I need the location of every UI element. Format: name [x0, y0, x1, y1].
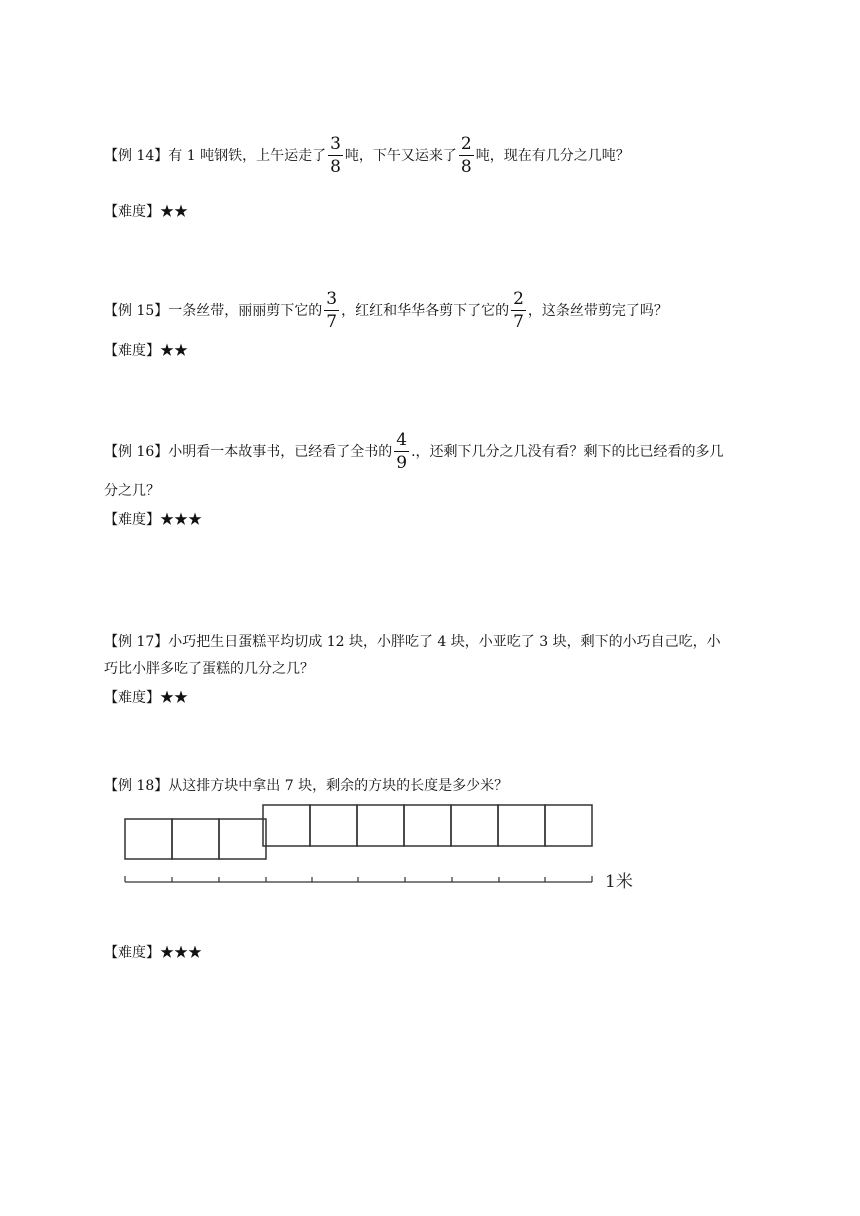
- example-18-part1: 从这排方块中拿出 7 块，剩余的方块的长度是多少米？: [168, 778, 509, 794]
- example-15-part2: ，红红和华华各剪下了它的: [341, 303, 510, 319]
- example-16-part1: 小明看一本故事书，已经看了全书的: [168, 444, 393, 460]
- example-17-part1: 小巧把生日蛋糕平均切成 12 块，小胖吃了 4 块，小亚吃了 3 块，剩下的小巧自己吃，小: [168, 634, 721, 650]
- example-17-label: 【例 17】: [104, 634, 169, 650]
- example-14-part2: 吨，下午又运来了: [344, 148, 457, 164]
- example-17-text: [104, 632, 721, 652]
- example-14-part3: 吨，现在有几分之几吨？: [475, 148, 630, 164]
- fraction-2-7: $\frac{2}{7}$: [513, 289, 524, 332]
- example-14-part1: 有 1 吨钢铁，上午运走了: [168, 148, 327, 164]
- block: [404, 805, 451, 846]
- ruler: [125, 876, 592, 882]
- block: [172, 819, 219, 859]
- example-15-part1: 一条丝带，丽丽剪下它的: [168, 303, 323, 319]
- example-16-difficulty: 【难度】★★★: [104, 512, 202, 528]
- example-18-text: [104, 776, 508, 796]
- example-18-label: 【例 18】: [104, 778, 169, 794]
- example-16-label: 【例 16】: [104, 444, 169, 460]
- example-15-label: 【例 15】: [104, 303, 169, 319]
- example-14-label: 【例 14】: [104, 148, 169, 164]
- blocks-ruler-diagram: [118, 800, 658, 896]
- fraction-2-8: $\frac{2}{8}$: [460, 134, 472, 177]
- fraction-3-7: $\frac{3}{7}$: [326, 289, 338, 332]
- example-15-text: [104, 291, 668, 331]
- ruler-label: 1米: [605, 872, 633, 892]
- block: [125, 819, 172, 859]
- example-16-line2: 分之几？: [104, 483, 160, 499]
- example-17-difficulty: 【难度】★★: [104, 690, 188, 706]
- block: [310, 805, 357, 846]
- block: [219, 819, 266, 859]
- example-15-part3: ，这条丝带剪完了吗？: [527, 303, 668, 319]
- block: [545, 805, 592, 846]
- block: [451, 805, 498, 846]
- block: [498, 805, 545, 846]
- example-16-text: [104, 432, 724, 472]
- example-14-text: [104, 136, 630, 176]
- example-18-difficulty: 【难度】★★★: [104, 945, 202, 961]
- block: [263, 805, 310, 846]
- example-15-difficulty: 【难度】★★: [104, 343, 188, 359]
- example-16-part2: .，还剩下几分之几没有看？剩下的比已经看的多几: [411, 444, 724, 460]
- example-14-difficulty: 【难度】★★: [104, 204, 188, 220]
- example-17-line2: 巧比小胖多吃了蛋糕的几分之几？: [104, 661, 314, 677]
- block: [357, 805, 404, 846]
- fraction-3-8: $\frac{3}{8}$: [330, 134, 341, 177]
- fraction-4-9: $\frac{4}{9}$: [396, 430, 408, 473]
